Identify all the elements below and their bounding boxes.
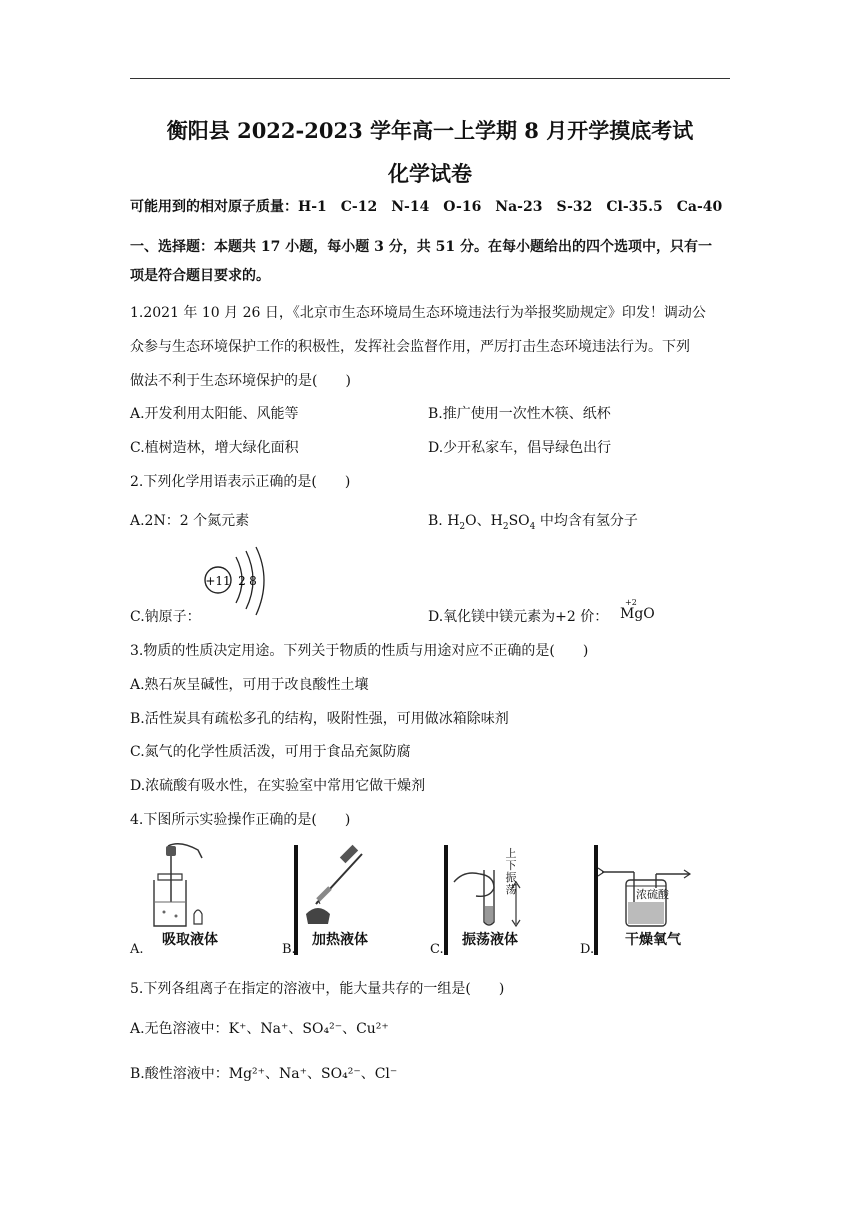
q1-option-b: B.推广使用一次性木筷、纸杯: [428, 406, 611, 422]
figure-c-border: [444, 845, 448, 955]
q1-option-d: D.少开私家车，倡导绿色出行: [428, 440, 612, 456]
q3-option-a: A.熟石灰呈碱性，可用于改良酸性土壤: [130, 677, 369, 693]
q3-option-d: D.浓硫酸有吸水性，在实验室中常用它做干燥剂: [130, 778, 426, 794]
q4-option-b-label: B.: [282, 942, 296, 957]
figure-a-pipette: [140, 840, 220, 930]
figure-c-note: 上下振荡: [505, 847, 517, 896]
figure-d-note: 浓硫酸: [636, 888, 669, 901]
exam-title: 衡阳县 2022-2023 学年高一上学期 8 月开学摸底考试: [166, 118, 694, 143]
section1-heading-line2: 项是符合题目要求的。: [130, 268, 270, 284]
q3-option-c: C.氮气的化学性质活泼，可用于食品充氮防腐: [130, 744, 411, 760]
exam-subtitle: 化学试卷: [388, 161, 472, 186]
q5-option-b: [130, 1063, 397, 1083]
figure-b-heating: [300, 840, 380, 930]
q3-option-b: B.活性炭具有疏松多孔的结构，吸附性强，可用做冰箱除味剂: [130, 711, 509, 727]
figure-c-shaking: [450, 840, 530, 930]
shell-count-2: 8: [249, 574, 257, 588]
q5-option-b-text: B.酸性溶液中：: [130, 1066, 229, 1082]
q4-option-d-caption: 干燥氧气: [625, 932, 681, 948]
q1-option-a: A.开发利用太阳能、风能等: [130, 406, 299, 422]
atomic-masses: 可能用到的相对原子质量：H-1 C-12 N-14 O-16 Na-23 S-32 Cl-35.5 Ca-40: [130, 199, 723, 215]
q1-stem-line1: 1.2021 年 10 月 26 日，《北京市生态环境局生态环境违法行为举报奖励规定》印发！调动公: [130, 305, 706, 321]
sodium-atom-diagram: [196, 545, 276, 621]
q2-option-c: C.钠原子：: [130, 609, 201, 625]
q2-option-d: D.氧化镁中镁元素为+2 价：: [428, 609, 609, 625]
q1-stem-line2: 众参与生态环境保护工作的积极性，发挥社会监督作用，严厉打击生态环境违法行为。下列: [130, 339, 690, 355]
q4-option-c-caption: 振荡液体: [462, 932, 518, 948]
q4-option-a-caption: 吸取液体: [162, 932, 218, 948]
shell-count-1: 2: [238, 574, 246, 588]
q5-option-a-ions: K⁺、Na⁺、SO₄²⁻、Cu²⁺: [228, 1021, 389, 1037]
q5-option-a-text: A.无色溶液中：: [130, 1021, 229, 1037]
q5-option-b-ions: Mg²⁺、Na⁺、SO₄²⁻、Cl⁻: [228, 1066, 398, 1082]
q4-option-a-label: A.: [130, 942, 144, 957]
nucleus-charge: +11: [205, 574, 231, 588]
q4-stem: 4.下图所示实验操作正确的是( ): [130, 812, 351, 828]
q5-stem: 5.下列各组离子在指定的溶液中，能大量共存的一组是( ): [130, 981, 505, 997]
mg-valence: +2: [625, 598, 637, 607]
q2-option-b: B. $H_2O$、$H_2SO_4$ 中均含有氢分子: [428, 513, 638, 532]
q2-option-a: A.2N：2 个氮元素: [130, 513, 250, 529]
section1-heading-line1: 一、选择题：本题共 17 小题，每小题 3 分，共 51 分。在每小题给出的四个选项中，只有一: [130, 239, 712, 255]
q5-option-a: [130, 1018, 389, 1038]
q4-option-b-caption: 加热液体: [312, 932, 368, 948]
figure-b-border: [294, 845, 298, 955]
header-rule: [130, 78, 730, 79]
q4-option-d-label: D.: [580, 942, 595, 957]
electron-shell-3: [256, 547, 264, 615]
q1-stem-line3: 做法不利于生态环境保护的是( ): [130, 373, 351, 389]
mgo-formula: MgO: [620, 606, 655, 622]
q2-stem: 2.下列化学用语表示正确的是( ): [130, 474, 351, 490]
q3-stem: 3.物质的性质决定用途。下列关于物质的性质与用途对应不正确的是( ): [130, 643, 589, 659]
q4-option-c-label: C.: [430, 942, 444, 957]
q1-option-c: C.植树造林，增大绿化面积: [130, 440, 299, 456]
